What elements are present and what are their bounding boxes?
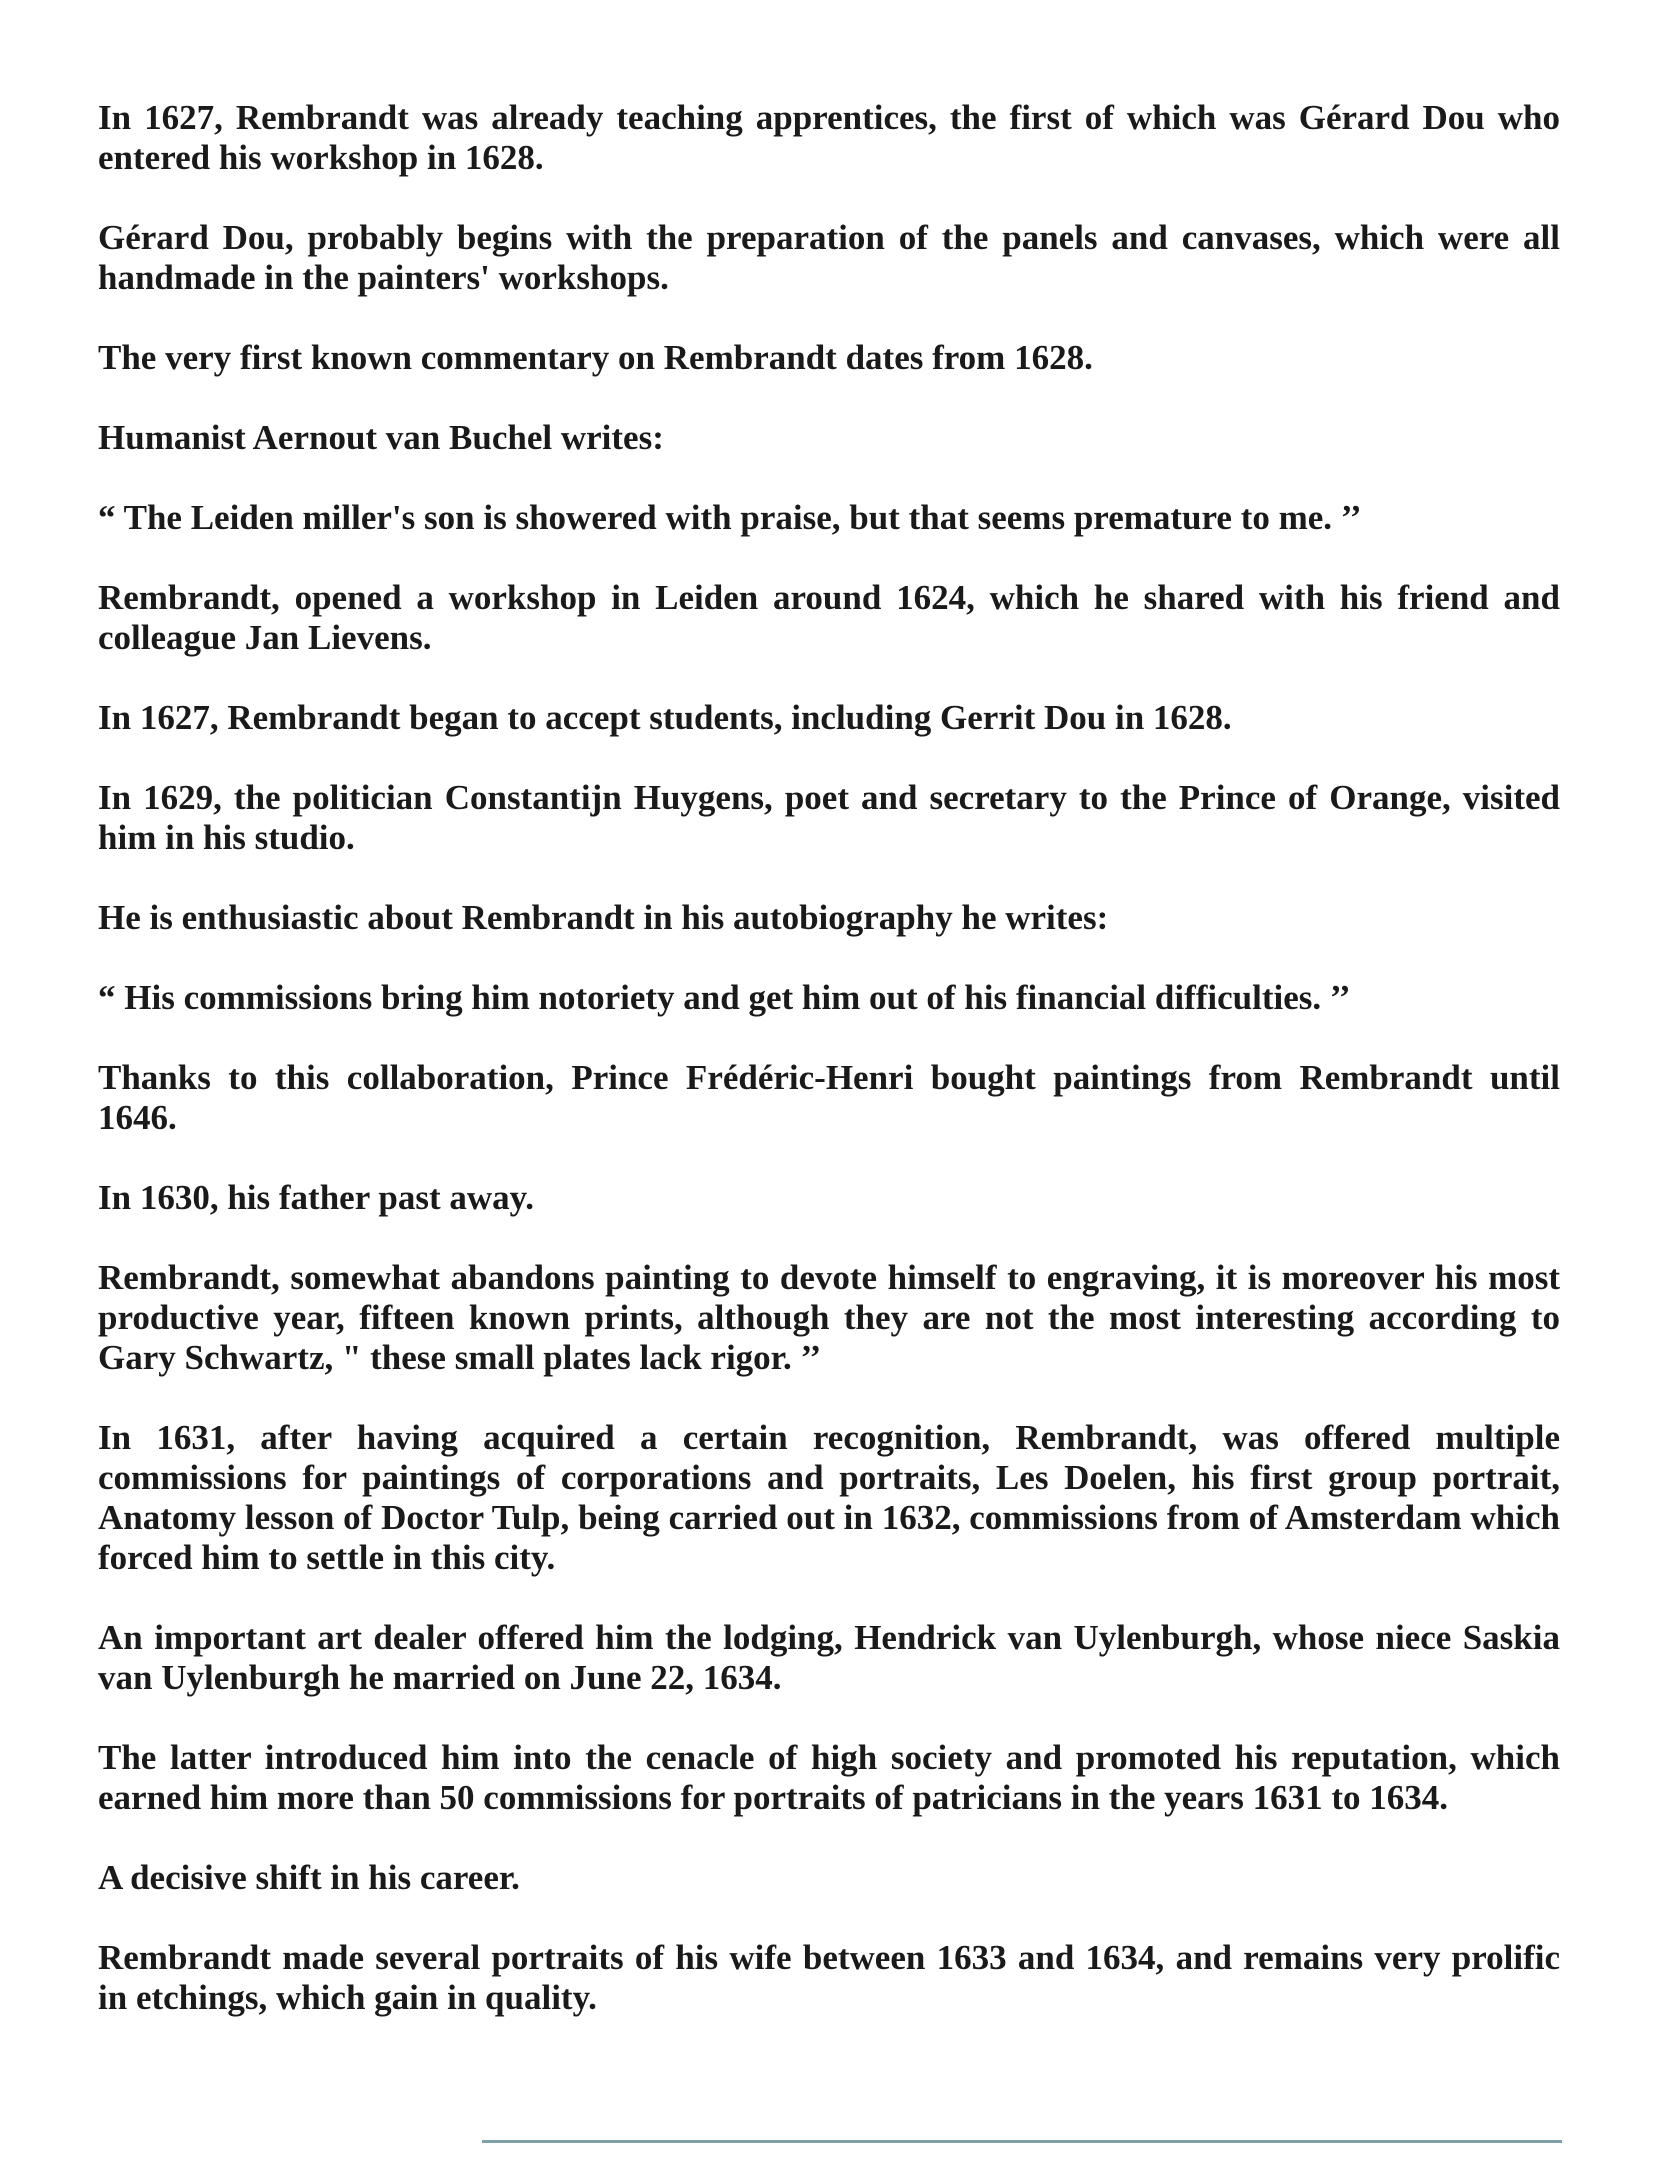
quote-van-buchel: “ The Leiden miller's son is showered with praise, but that seems premature to me. ’’ — [98, 498, 1362, 537]
paragraph-18: Rembrandt made several portraits of his wife between 1633 and 1634, and remains very prolific in etchings, which gain in quality. — [98, 1938, 1560, 2017]
paragraph-7: In 1627, Rembrandt began to accept students, including Gerrit Dou in 1628. — [98, 698, 1232, 737]
paragraph-1: In 1627, Rembrandt was already teaching apprentices, the first of which was Gérard Dou who entered his workshop in 1628. — [98, 98, 1560, 177]
paragraph-11: Thanks to this collaboration, Prince Frédéric-Henri bought paintings from Rembrandt until 1646. — [98, 1058, 1560, 1137]
paragraph-15: An important art dealer offered him the lodging, Hendrick van Uylenburgh, whose niece Saskia van Uylenburgh he married on June 22, 1634. — [98, 1618, 1560, 1697]
paragraph-8: In 1629, the politician Constantijn Huygens, poet and secretary to the Prince of Orange, visited him in his studio. — [98, 778, 1560, 857]
paragraph-12: In 1630, his father past away. — [98, 1178, 534, 1217]
paragraph-6: Rembrandt, opened a workshop in Leiden around 1624, which he shared with his friend and colleague Jan Lievens. — [98, 578, 1560, 657]
paragraph-4: Humanist Aernout van Buchel writes: — [98, 418, 664, 457]
bottom-rule — [482, 2140, 1562, 2143]
paragraph-14: In 1631, after having acquired a certain recognition, Rembrandt, was offered multiple commissions for paintings of corporations and portraits, Les Doelen, his first group portrait, Anatomy lesson of Doctor Tulp, being carried out in 1632, commissions from of Amsterdam which forced him to settle in this city. — [98, 1418, 1560, 1577]
paragraph-9: He is enthusiastic about Rembrandt in his autobiography he writes: — [98, 898, 1109, 937]
paragraph-17: A decisive shift in his career. — [98, 1858, 520, 1897]
document-body — [98, 98, 1560, 2058]
paragraph-2: Gérard Dou, probably begins with the preparation of the panels and canvases, which were all handmade in the painters' workshops. — [98, 218, 1560, 297]
paragraph-16: The latter introduced him into the cenacle of high society and promoted his reputation, which earned him more than 50 commissions for portraits of patricians in the years 1631 to 1634. — [98, 1738, 1560, 1817]
paragraph-13: Rembrandt, somewhat abandons painting to devote himself to engraving, it is moreover his most productive year, fifteen known prints, although they are not the most interesting according to Gary Schwartz, " these small plates lack rigor. ’’ — [98, 1258, 1560, 1377]
paragraph-3: The very first known commentary on Rembrandt dates from 1628. — [98, 338, 1093, 377]
quote-huygens: “ His commissions bring him notoriety and get him out of his financial difficulties. ’’ — [98, 978, 1351, 1017]
